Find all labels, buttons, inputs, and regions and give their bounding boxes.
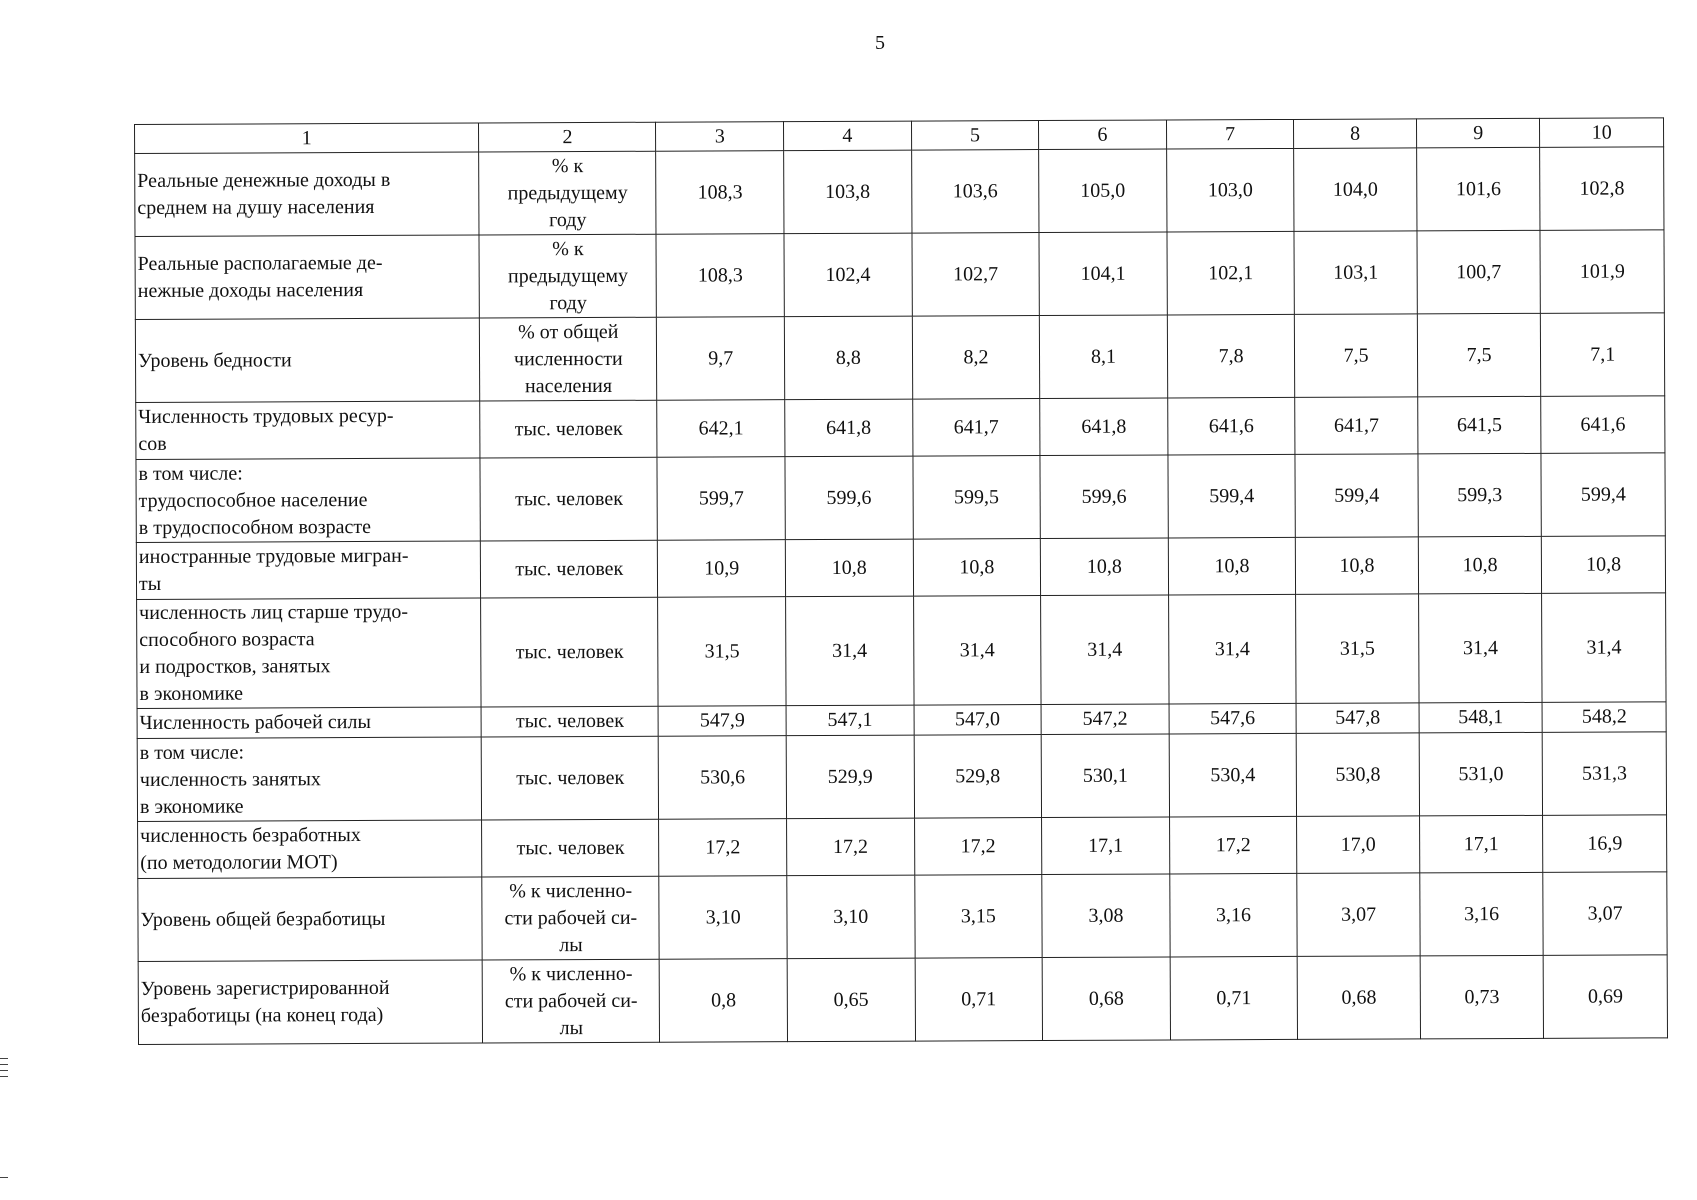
- unit-line: тыс. человек: [514, 417, 623, 440]
- indicator-line: в экономике: [139, 795, 244, 818]
- indicator-cell: [136, 458, 481, 543]
- value-cell: 0,73: [1420, 955, 1544, 1039]
- value-cell: 103,1: [1294, 231, 1417, 315]
- indicator-line: ты: [138, 572, 162, 595]
- indicator-cell: [137, 598, 482, 709]
- unit-line: тыс. человек: [515, 640, 624, 663]
- value-cell: 104,0: [1294, 148, 1417, 232]
- value-cell: 0,71: [1170, 956, 1298, 1040]
- value-cell: 3,07: [1297, 873, 1420, 957]
- value-cell: 17,2: [659, 819, 787, 877]
- indicator-line: Численность трудовых ресур-: [138, 404, 394, 428]
- value-cell: 547,0: [914, 705, 1042, 736]
- value-cell: 0,8: [660, 959, 788, 1043]
- indicator-cell: [135, 318, 480, 403]
- value-cell: 10,9: [658, 540, 786, 598]
- value-cell: 0,68: [1297, 956, 1420, 1040]
- table-row: [135, 230, 1664, 320]
- indicator-line: Численность рабочей силы: [139, 710, 371, 734]
- indicator-line: в экономике: [139, 682, 244, 705]
- value-cell: 599,4: [1295, 454, 1418, 538]
- indicator-line: численность занятых: [139, 767, 321, 791]
- value-cell: 642,1: [657, 400, 785, 458]
- column-header-3: 3: [656, 122, 784, 152]
- table-row: [135, 313, 1664, 403]
- value-cell: 548,1: [1419, 702, 1543, 733]
- value-cell: 31,4: [1542, 593, 1666, 703]
- value-cell: 547,1: [786, 705, 914, 736]
- value-cell: 8,2: [912, 316, 1040, 400]
- unit-line: предыдущему: [507, 181, 628, 204]
- value-cell: 103,8: [784, 150, 912, 234]
- unit-line: % к: [551, 154, 584, 177]
- unit-cell: [482, 876, 660, 960]
- value-cell: 17,2: [914, 818, 1042, 876]
- table-row: [138, 872, 1667, 962]
- value-cell: 3,15: [914, 875, 1042, 959]
- value-cell: 100,7: [1417, 230, 1541, 314]
- value-cell: 17,2: [1169, 816, 1297, 874]
- value-cell: 0,69: [1544, 955, 1668, 1039]
- value-cell: 547,8: [1296, 703, 1419, 734]
- indicator-line: безработицы (на конец года): [140, 1003, 384, 1027]
- unit-cell: [480, 400, 657, 458]
- column-header-4: 4: [784, 121, 912, 151]
- value-cell: 10,8: [1041, 538, 1169, 596]
- value-cell: 0,65: [787, 958, 915, 1042]
- indicator-cell: [137, 737, 482, 822]
- value-cell: 3,07: [1543, 872, 1667, 956]
- value-cell: 108,3: [656, 234, 784, 318]
- table-row: [136, 536, 1665, 600]
- value-cell: 7,5: [1295, 314, 1418, 398]
- unit-line: % от общей: [518, 320, 619, 343]
- value-cell: 31,4: [913, 596, 1041, 706]
- value-cell: 547,6: [1169, 703, 1297, 734]
- value-cell: 16,9: [1543, 815, 1667, 873]
- value-cell: 9,7: [657, 317, 785, 401]
- unit-line: году: [549, 208, 587, 231]
- indicators-table: [134, 117, 1668, 1045]
- unit-cell: [481, 736, 659, 820]
- value-cell: 530,6: [659, 736, 787, 820]
- indicator-cell: [138, 820, 483, 879]
- column-header-8: 8: [1294, 119, 1417, 149]
- value-cell: 7,5: [1417, 313, 1541, 397]
- value-cell: 547,2: [1041, 704, 1169, 735]
- value-cell: 599,6: [785, 456, 913, 540]
- indicator-line: Уровень зарегистрированной: [140, 976, 390, 1000]
- indicator-line: способного возраста: [139, 628, 315, 651]
- table-row: [138, 815, 1667, 879]
- value-cell: 31,4: [1418, 593, 1542, 703]
- value-cell: 3,08: [1042, 874, 1170, 958]
- indicator-line: трудоспособное население: [138, 488, 368, 512]
- value-cell: 31,5: [658, 597, 786, 707]
- unit-cell: [481, 706, 658, 737]
- value-cell: 10,8: [1296, 537, 1419, 595]
- value-cell: 0,68: [1042, 957, 1170, 1041]
- value-cell: 3,16: [1170, 873, 1298, 957]
- value-cell: 641,5: [1418, 396, 1542, 454]
- unit-line: тыс. человек: [516, 766, 625, 789]
- indicator-cell: [136, 401, 481, 460]
- value-cell: 102,8: [1540, 147, 1664, 231]
- column-header-9: 9: [1416, 118, 1540, 148]
- value-cell: 10,8: [1168, 537, 1296, 595]
- unit-line: тыс. человек: [514, 487, 623, 510]
- column-header-7: 7: [1166, 119, 1294, 149]
- indicator-line: численность лиц старше трудо-: [139, 600, 409, 624]
- indicator-line: Реальные располагаемые де-: [137, 251, 383, 275]
- scan-margin-mark: [0, 1177, 8, 1178]
- value-cell: 8,8: [784, 316, 912, 400]
- indicator-cell: [137, 707, 481, 739]
- value-cell: 7,1: [1541, 313, 1665, 397]
- value-cell: 641,8: [785, 399, 913, 457]
- unit-cell: [481, 540, 658, 598]
- indicator-line: в том числе:: [138, 462, 243, 485]
- unit-line: % к численно-: [509, 962, 633, 985]
- value-cell: 102,7: [912, 233, 1040, 317]
- value-cell: 3,10: [659, 876, 787, 960]
- value-cell: 104,1: [1039, 232, 1167, 316]
- unit-line: тыс. человек: [515, 709, 624, 733]
- unit-line: % к численно-: [509, 879, 633, 902]
- unit-cell: [481, 597, 659, 707]
- unit-cell: [482, 819, 659, 877]
- value-cell: 529,9: [786, 735, 914, 819]
- value-cell: 102,4: [784, 233, 912, 317]
- value-cell: 7,8: [1167, 314, 1295, 398]
- indicator-line: нежные доходы населения: [137, 279, 364, 302]
- table-row: [137, 593, 1666, 709]
- indicator-line: в том числе:: [139, 741, 245, 764]
- value-cell: 3,16: [1420, 872, 1544, 956]
- indicator-line: Реальные денежные доходы в: [137, 168, 391, 192]
- value-cell: 641,6: [1541, 396, 1665, 454]
- value-cell: 17,0: [1297, 816, 1420, 874]
- value-cell: 599,3: [1418, 453, 1542, 537]
- unit-line: тыс. человек: [516, 836, 625, 859]
- table-row: [136, 453, 1665, 543]
- unit-cell: [479, 234, 657, 318]
- unit-line: % к: [552, 237, 584, 260]
- value-cell: 31,4: [1168, 594, 1296, 704]
- value-cell: 530,4: [1169, 733, 1297, 817]
- indicator-line: и подростков, занятых: [139, 655, 331, 678]
- value-cell: 530,8: [1297, 733, 1420, 817]
- value-cell: 547,9: [658, 706, 786, 737]
- unit-line: предыдущему: [507, 264, 629, 287]
- value-cell: 17,1: [1042, 817, 1170, 875]
- indicator-cell: [138, 960, 483, 1045]
- value-cell: 0,71: [915, 958, 1043, 1042]
- indicator-cell: [135, 152, 480, 237]
- indicator-line: среднем на душу населения: [137, 195, 375, 219]
- value-cell: 3,10: [787, 875, 915, 959]
- unit-line: тыс. человек: [515, 557, 624, 580]
- indicator-cell: [138, 877, 483, 962]
- value-cell: 10,8: [1418, 536, 1542, 594]
- unit-cell: [479, 151, 657, 235]
- value-cell: 641,7: [912, 399, 1040, 457]
- indicator-line: Уровень общей безработицы: [140, 907, 386, 931]
- scan-margin-marks: [0, 1058, 8, 1082]
- value-cell: 599,4: [1168, 454, 1296, 538]
- indicator-line: Уровень бедности: [137, 348, 292, 372]
- unit-line: населения: [524, 374, 613, 397]
- value-cell: 8,1: [1040, 315, 1168, 399]
- value-cell: 641,7: [1295, 397, 1418, 455]
- value-cell: 105,0: [1039, 149, 1167, 233]
- indicator-line: иностранные трудовые мигран-: [138, 544, 409, 568]
- table-row: [137, 732, 1666, 822]
- value-cell: 102,1: [1167, 231, 1295, 315]
- unit-cell: [482, 959, 660, 1043]
- indicator-line: в трудоспособном возрасте: [138, 515, 372, 539]
- column-header-10: 10: [1540, 118, 1664, 148]
- value-cell: 31,5: [1296, 594, 1419, 704]
- unit-cell: [480, 457, 658, 541]
- indicator-cell: [136, 541, 481, 600]
- table-row: [136, 396, 1665, 460]
- indicator-line: сов: [138, 432, 167, 455]
- value-cell: 599,4: [1541, 453, 1665, 537]
- value-cell: 31,4: [786, 596, 914, 706]
- unit-cell: [480, 317, 658, 401]
- indicator-cell: [135, 235, 480, 320]
- value-cell: 641,8: [1040, 398, 1168, 456]
- value-cell: 530,1: [1041, 734, 1169, 818]
- unit-line: сти рабочей си-: [504, 989, 638, 1012]
- table-body: [135, 118, 1668, 1045]
- value-cell: 101,9: [1540, 230, 1664, 314]
- column-header-6: 6: [1039, 120, 1167, 150]
- value-cell: 10,8: [785, 539, 913, 597]
- unit-line: сти рабочей си-: [504, 906, 638, 929]
- value-cell: 10,8: [913, 539, 1041, 597]
- value-cell: 599,5: [913, 456, 1041, 540]
- unit-line: лы: [559, 933, 583, 956]
- value-cell: 108,3: [656, 151, 784, 235]
- value-cell: 101,6: [1416, 147, 1540, 231]
- value-cell: 599,6: [1040, 455, 1168, 539]
- value-cell: 599,7: [657, 457, 785, 541]
- table-row: [138, 955, 1667, 1045]
- value-cell: 529,8: [914, 735, 1042, 819]
- indicator-line: численность безработных: [140, 824, 361, 847]
- value-cell: 17,1: [1419, 815, 1543, 873]
- page-number: 5: [875, 32, 885, 54]
- column-header-2: 2: [479, 122, 656, 152]
- column-header-5: 5: [911, 121, 1039, 151]
- value-cell: 17,2: [787, 818, 915, 876]
- unit-line: лы: [559, 1016, 584, 1039]
- value-cell: 548,2: [1542, 702, 1666, 733]
- indicator-line: (по методологии МОТ): [140, 851, 338, 874]
- table-row: [135, 147, 1664, 237]
- value-cell: 103,6: [911, 150, 1039, 234]
- value-cell: 10,8: [1542, 536, 1666, 594]
- unit-line: численности: [513, 347, 623, 370]
- value-cell: 531,3: [1543, 732, 1667, 816]
- value-cell: 31,4: [1041, 595, 1169, 705]
- unit-line: году: [549, 291, 587, 314]
- column-header-1: 1: [135, 123, 479, 154]
- value-cell: 103,0: [1166, 148, 1294, 232]
- value-cell: 531,0: [1419, 732, 1543, 816]
- value-cell: 641,6: [1167, 397, 1295, 455]
